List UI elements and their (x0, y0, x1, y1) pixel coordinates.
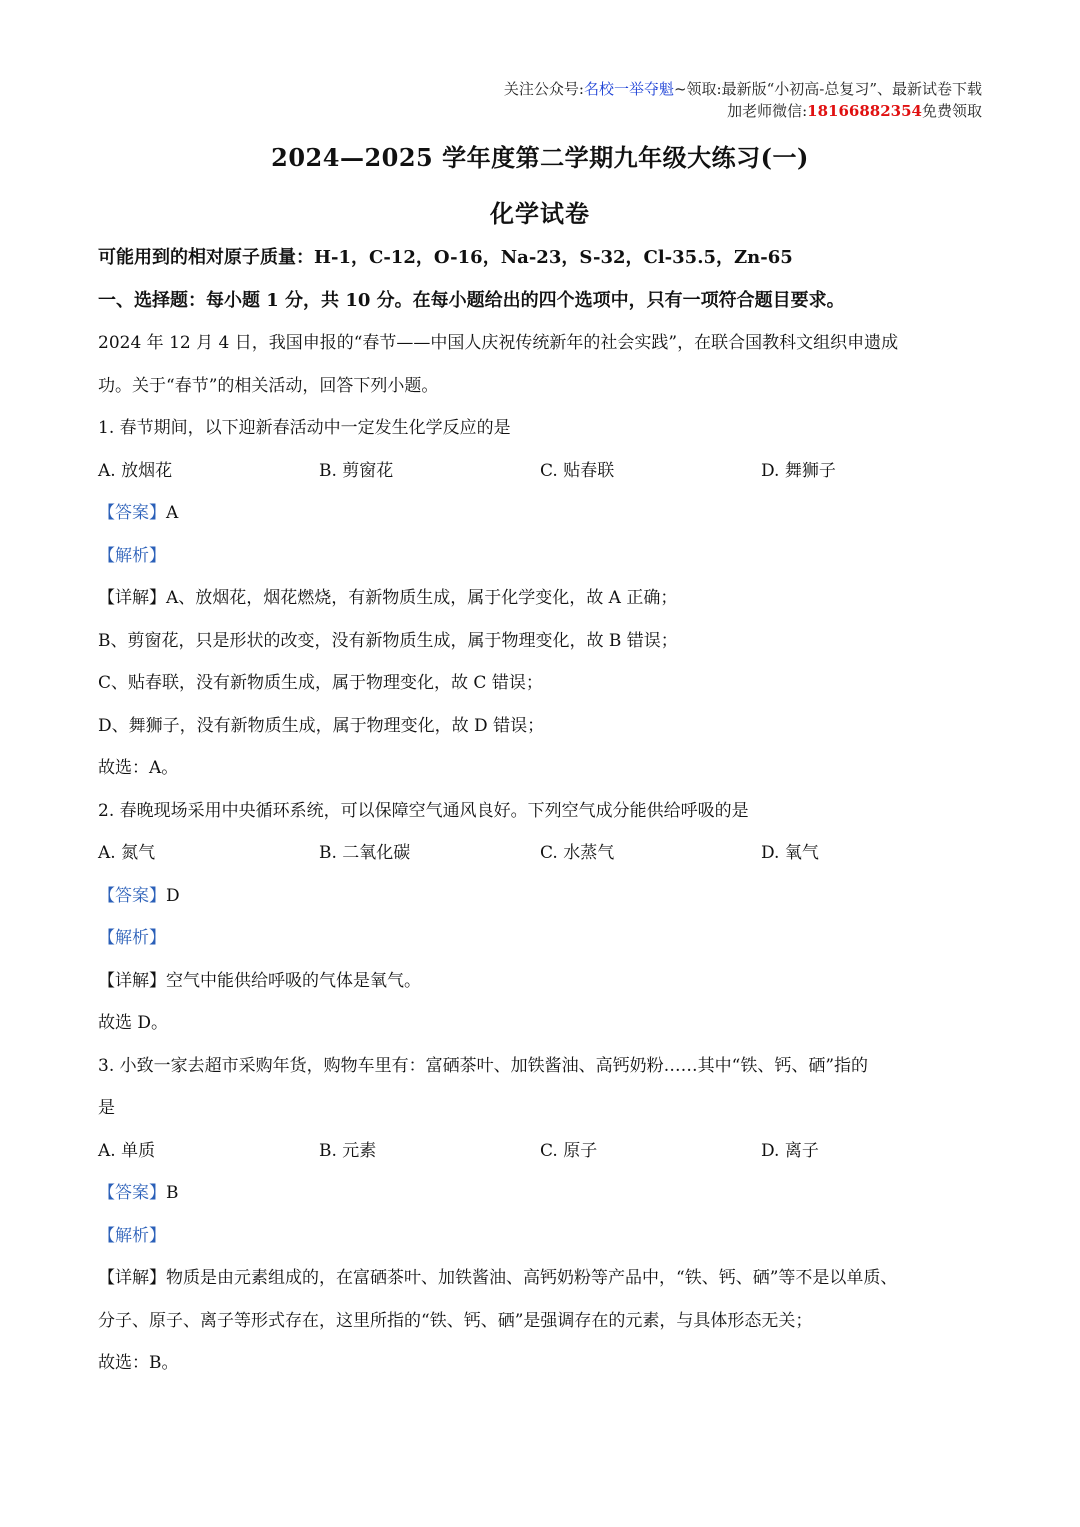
detail-label: 【详解】 (98, 1268, 166, 1288)
intro-line-1: 2024 年 12 月 4 日，我国申报的“春节——中国人庆祝传统新年的社会实践”，在联合国教科文组织申遗成 (98, 333, 899, 353)
q3-analysis (98, 1222, 988, 1265)
q1-detail-d: D、舞狮子，没有新物质生成，属于物理变化，故 D 错误； (98, 715, 545, 736)
page-title: 2024—2025 学年度第二学期九年级大练习(一) (271, 143, 809, 172)
q2-detail: 【详解】空气中能供给呼吸的气体是氧气。 (98, 970, 421, 991)
q1-detail-b: B、剪窗花，只是形状的改变，没有新物质生成，属于物理变化，故 B 错误； (98, 630, 678, 651)
q2-option-b: B. 二氧化碳 (319, 843, 411, 863)
q2-stem: 2. 春晚现场采用中央循环系统，可以保障空气通风良好。下列空气成分能供给呼吸的是 (98, 800, 749, 821)
q2-option-d: D. 氧气 (761, 843, 819, 863)
q1-detail: 【详解】A、放烟花，烟花燃烧，有新物质生成，属于化学变化，故 A 正确； (98, 588, 678, 608)
document-body (98, 244, 988, 1392)
q3-conclusion: 故选：B。 (98, 1353, 179, 1373)
atomic-masses: 可能用到的相对原子质量：H-1，C-12，O-16，Na-23，S-32，Cl-35.5，Zn-65 (98, 247, 793, 268)
q3-option-c: C. 原子 (540, 1140, 598, 1161)
page-subtitle: 化学试卷 (490, 199, 590, 228)
analysis-label: 【解析】 (98, 545, 166, 566)
promo-line-1: 关注公众号:名校一举夺魁~领取:最新版“小初高-总复习”、最新试卷下载 (503, 80, 982, 98)
q2-options (98, 839, 988, 882)
analysis-label: 【解析】 (98, 928, 166, 948)
q1-answer-value: A (166, 503, 179, 523)
answer-label: 【答案】 (98, 503, 166, 523)
q1-stem: 1. 春节期间，以下迎新春活动中一定发生化学反应的是 (98, 418, 511, 438)
analysis-label: 【解析】 (98, 1225, 166, 1246)
intro-line-2: 功。关于“春节”的相关活动，回答下列小题。 (98, 375, 439, 396)
q3-options (98, 1137, 988, 1180)
promo-header (504, 78, 982, 122)
q3-option-b: B. 元素 (319, 1140, 377, 1161)
detail-label: 【详解】 (98, 588, 166, 608)
promo-account-name: 名校一举夺魁 (583, 80, 674, 98)
q3-stem-1: 3. 小致一家去超市采购年货，购物车里有：富硒茶叶、加铁酱油、高钙奶粉……其中“铁、钙、硒”指的 (98, 1055, 869, 1076)
q1-detail-c: C、贴春联，没有新物质生成，属于物理变化，故 C 错误； (98, 673, 543, 693)
q3-answer-value: B (166, 1183, 179, 1203)
q2-option-c: C. 水蒸气 (540, 843, 615, 863)
q1-option-d: D. 舞狮子 (761, 460, 836, 481)
q3-option-d: D. 离子 (761, 1140, 819, 1161)
section-heading: 一、选择题：每小题 1 分，共 10 分。在每小题给出的四个选项中，只有一项符合题目要求。 (98, 289, 845, 311)
answer-label: 【答案】 (98, 885, 166, 906)
q2-answer-value: D (166, 885, 180, 906)
detail-label: 【详解】 (98, 970, 166, 991)
q3-detail: 【详解】物质是由元素组成的，在富硒茶叶、加铁酱油、高钙奶粉等产品中，“铁、钙、硒”等不是以单质、 (98, 1268, 898, 1288)
q2-answer (98, 882, 988, 925)
q2-analysis (98, 924, 988, 967)
q2-conclusion: 故选 D。 (98, 1013, 169, 1033)
q3-detail-2: 分子、原子、离子等形式存在，这里所指的“铁、钙、硒”是强调存在的元素，与具体形态无关； (98, 1310, 813, 1331)
q1-option-b: B. 剪窗花 (319, 460, 394, 481)
q1-answer (98, 499, 988, 542)
promo-wechat-number: 18166882354 (807, 102, 922, 120)
q1-option-a: A. 放烟花 (98, 460, 173, 481)
q1-analysis (98, 542, 988, 585)
q3-option-a: A. 单质 (98, 1140, 156, 1161)
q3-answer (98, 1179, 988, 1222)
promo-line-2: 加老师微信:18166882354免费领取 (727, 102, 982, 120)
answer-label: 【答案】 (98, 1183, 166, 1203)
q3-stem-2: 是 (98, 1098, 115, 1118)
q1-option-c: C. 贴春联 (540, 460, 615, 481)
q1-conclusion: 故选：A。 (98, 758, 179, 778)
q2-option-a: A. 氮气 (98, 843, 156, 863)
q1-options (98, 457, 988, 500)
